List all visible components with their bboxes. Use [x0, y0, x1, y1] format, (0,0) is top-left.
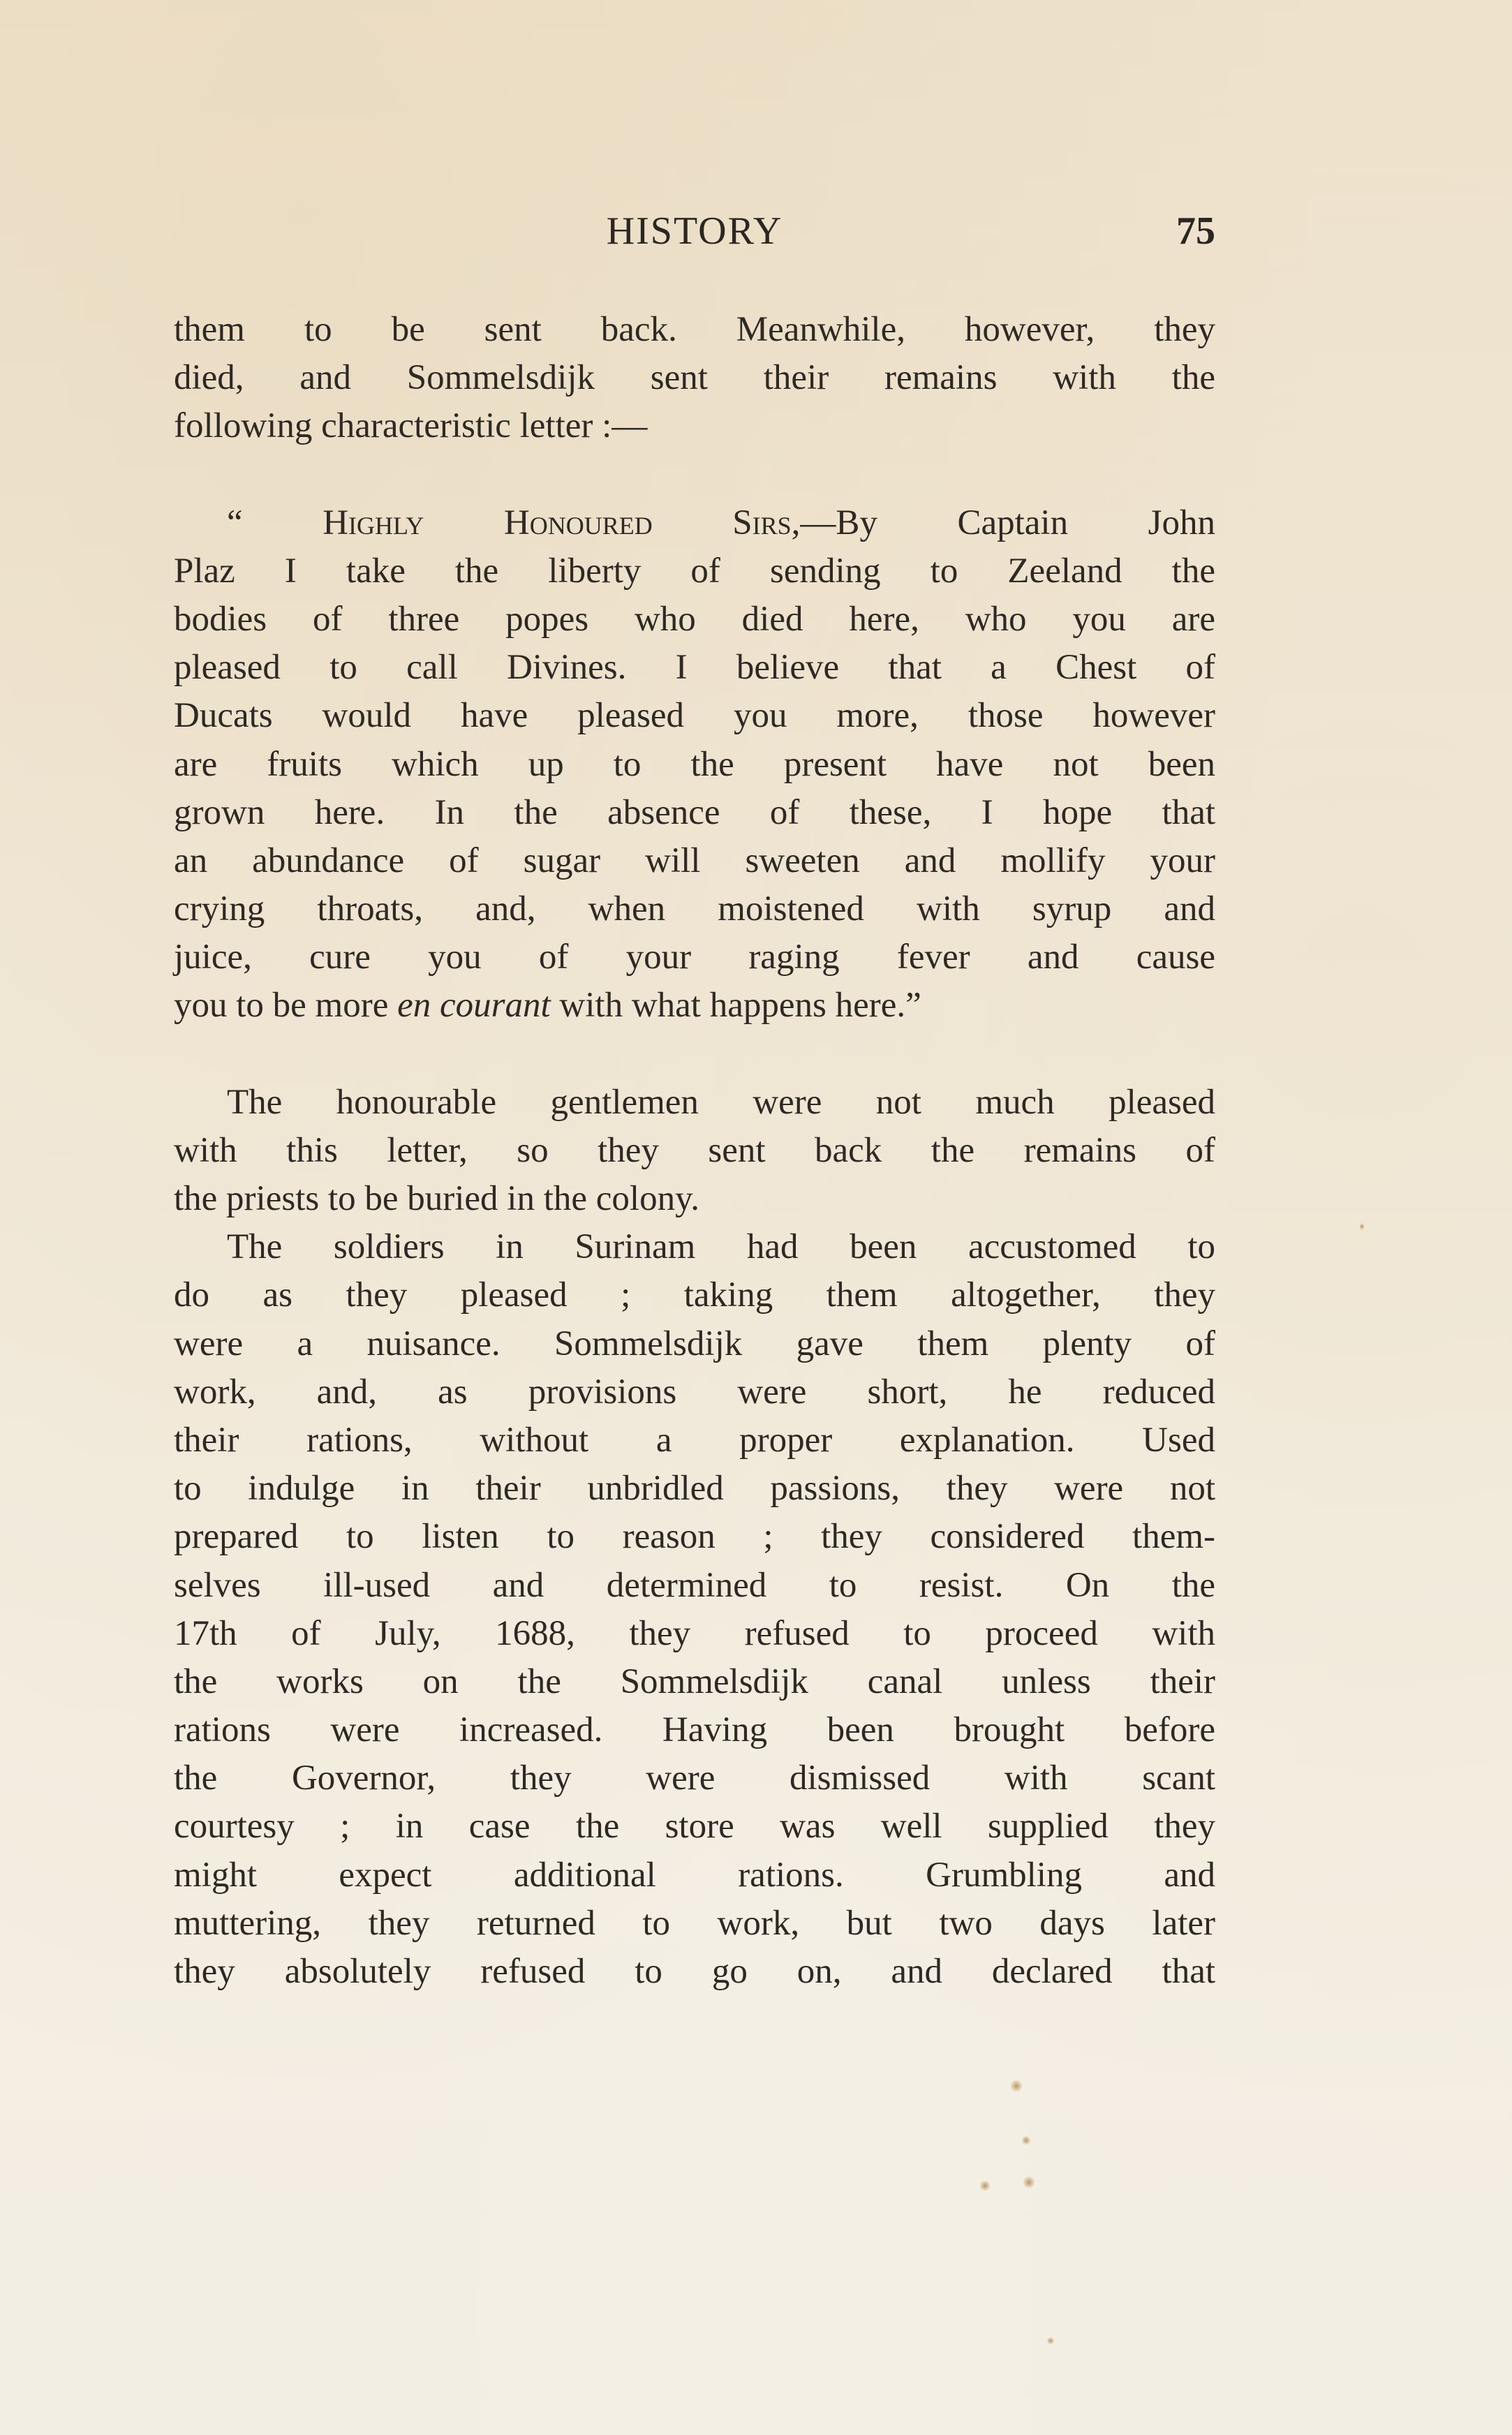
text-line: muttering, they returned to work, but two days later: [174, 1903, 1215, 1943]
text-line: might expect additional rations. Grumbling and: [174, 1855, 1215, 1895]
paragraph-continuation: [174, 306, 1215, 451]
text-line: they absolutely refused to go on, and declared that: [174, 1952, 1215, 1991]
text-line: them to be sent back. Meanwhile, however, they: [174, 310, 1215, 349]
foxing-spot: [1047, 2337, 1054, 2344]
text-line: Plaz I take the liberty of sending to Zeeland the: [174, 551, 1215, 591]
text-line: do as they pleased ; taking them altogether, they: [174, 1275, 1215, 1315]
text-line: bodies of three popes who died here, who you are: [174, 599, 1215, 639]
letter-final-line: [174, 982, 1215, 1030]
body-text: [174, 306, 1215, 1996]
text-line: an abundance of sugar will sweeten and mollify your: [174, 841, 1215, 880]
foxing-spot: [1022, 2136, 1030, 2145]
text-line: following characteristic letter :—: [174, 406, 648, 446]
text-line: juice, cure you of your raging fever and cause: [174, 938, 1215, 977]
letter-salutation-line: [174, 499, 1215, 547]
foxing-spot: [980, 2181, 990, 2191]
salutation-rest: —By Captain John: [800, 503, 1215, 542]
open-quote: “: [227, 503, 323, 542]
text-line: courtesy ; in case the store was well supplied they: [174, 1807, 1215, 1846]
text-line: were a nuisance. Sommelsdijk gave them plenty of: [174, 1324, 1215, 1363]
text-line: rations were increased. Having been brought before: [174, 1710, 1215, 1750]
text-line: Ducats would have pleased you more, those however: [174, 696, 1215, 736]
text-line: work, and, as provisions were short, he reduced: [174, 1372, 1215, 1412]
text-line: to indulge in their unbridled passions, they were not: [174, 1469, 1215, 1509]
paragraph-gap: [174, 451, 1215, 499]
text-line: with this letter, so they sent back the remains of: [174, 1130, 1215, 1170]
italic-phrase: en courant: [397, 986, 551, 1026]
paragraph: [174, 1079, 1215, 1224]
running-head: [174, 207, 1215, 256]
foxing-spot: [1023, 2177, 1035, 2188]
quoted-letter: [174, 499, 1215, 1030]
paragraph: [174, 1223, 1215, 1996]
text-line: pleased to call Divines. I believe that a Chest of: [174, 648, 1215, 688]
text-line: prepared to listen to reason ; they considered them-: [174, 1517, 1215, 1557]
page-number: 75: [1176, 209, 1215, 253]
text-line: crying throats, and, when moistened with syrup and: [174, 889, 1215, 929]
salutation: Highly Honoured Sirs,: [323, 503, 801, 542]
text-run: with what happens here.”: [550, 986, 921, 1026]
text-line: The soldiers in Surinam had been accustomed to: [227, 1227, 1215, 1267]
running-title: HISTORY: [606, 209, 783, 253]
foxing-spot: [1360, 1223, 1364, 1230]
foxing-spot: [1011, 2080, 1022, 2092]
text-line: 17th of July, 1688, they refused to proceed with: [174, 1613, 1215, 1653]
text-line: the Governor, they were dismissed with scant: [174, 1759, 1215, 1798]
text-line: their rations, without a proper explanation. Used: [174, 1420, 1215, 1460]
text-line: the works on the Sommelsdijk canal unless their: [174, 1661, 1215, 1701]
paragraph-gap: [174, 1030, 1215, 1079]
text-line: died, and Sommelsdijk sent their remains with the: [174, 358, 1215, 398]
text-run: you to be more: [174, 986, 398, 1026]
text-line: are fruits which up to the present have not been: [174, 744, 1215, 784]
text-line: selves ill-used and determined to resist. On the: [174, 1565, 1215, 1605]
text-line: The honourable gentlemen were not much pleased: [227, 1082, 1215, 1122]
text-line: the priests to be buried in the colony.: [174, 1179, 700, 1218]
text-line: grown here. In the absence of these, I hope that: [174, 792, 1215, 832]
